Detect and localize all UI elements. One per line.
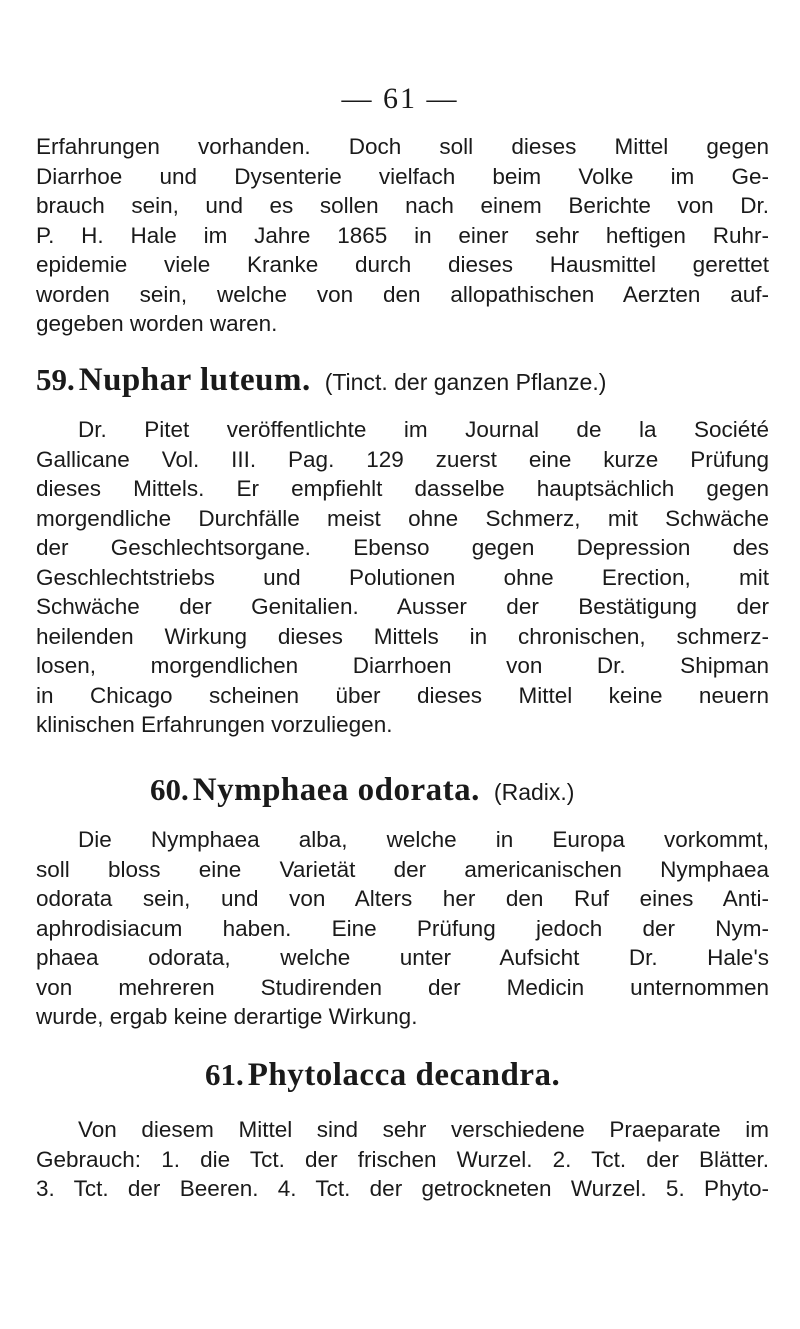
text-line: von mehreren Studirenden der Medicin unternommen	[36, 974, 769, 1000]
text-line: Geschlechtstriebs und Polutionen ohne Erection, mit	[36, 564, 769, 590]
section-number: 59.	[36, 362, 75, 397]
section-number: 60.	[150, 772, 189, 807]
section-number: 61.	[205, 1057, 244, 1092]
text-line: brauch sein, und es sollen nach einem Berichte von Dr.	[36, 193, 769, 218]
text-line: worden sein, welche von den allopathischen Aerzten auf-	[36, 281, 769, 307]
text-line: dieses Mittels. Er empfiehlt dasselbe hauptsächlich gegen	[36, 476, 769, 501]
text-line: Erfahrungen vorhanden. Doch soll dieses Mittel gegen	[36, 134, 769, 159]
text-line: klinischen Erfahrungen vorzuliegen.	[36, 712, 393, 737]
page-number: — 61 —	[341, 82, 459, 115]
section-note: (Radix.)	[493, 779, 575, 805]
text-line: heilenden Wirkung dieses Mittels in chronischen, schmerz-	[36, 623, 769, 649]
section-note: (Tinct. der ganzen Pflanze.)	[324, 369, 607, 395]
text-line: epidemie viele Kranke durch dieses Hausmittel gerettet	[36, 252, 769, 277]
section-title: Nymphaea odorata.	[192, 772, 480, 808]
text-line: Dr. Pitet veröffentlichte im Journal de la Société	[78, 417, 769, 442]
text-line: Von diesem Mittel sind sehr verschiedene Praeparate im	[78, 1117, 769, 1142]
text-line: Diarrhoe und Dysenterie vielfach beim Volke im Ge-	[36, 163, 769, 189]
section-title: Nuphar luteum.	[78, 362, 311, 398]
text-line: 3. Tct. der Beeren. 4. Tct. der getrockneten Wurzel. 5. Phyto-	[36, 1176, 769, 1201]
text-line: Gallicane Vol. III. Pag. 129 zuerst eine kurze Prüfung	[36, 446, 769, 472]
text-line: wurde, ergab keine derartige Wirkung.	[36, 1004, 418, 1029]
text-line: morgendliche Durchfälle meist ohne Schmerz, mit Schwäche	[36, 505, 769, 531]
text-line: aphrodisiacum haben. Eine Prüfung jedoch der Nym-	[36, 915, 769, 941]
text-line: der Geschlechtsorgane. Ebenso gegen Depression des	[36, 535, 769, 560]
text-line: soll bloss eine Varietät der americanischen Nymphaea	[36, 856, 769, 882]
text-line: phaea odorata, welche unter Aufsicht Dr. Hale's	[36, 945, 769, 970]
section-heading-60	[150, 770, 574, 810]
text-line: odorata sein, und von Alters her den Ruf eines Anti-	[36, 886, 769, 911]
text-line: P. H. Hale im Jahre 1865 in einer sehr heftigen Ruhr-	[36, 222, 769, 248]
section-title: Phytolacca decandra.	[247, 1057, 561, 1093]
text-line: losen, morgendlichen Diarrhoen von Dr. Shipman	[36, 653, 769, 678]
text-line: in Chicago scheinen über dieses Mittel keine neuern	[36, 682, 769, 708]
text-line: Gebrauch: 1. die Tct. der frischen Wurzel. 2. Tct. der Blätter.	[36, 1146, 769, 1172]
section-heading-59	[36, 360, 606, 400]
text-line: Schwäche der Genitalien. Ausser der Bestätigung der	[36, 594, 769, 619]
text-line: gegeben worden waren.	[36, 311, 278, 336]
text-line: Die Nymphaea alba, welche in Europa vorkommt,	[78, 827, 769, 852]
section-heading-61	[205, 1055, 560, 1095]
